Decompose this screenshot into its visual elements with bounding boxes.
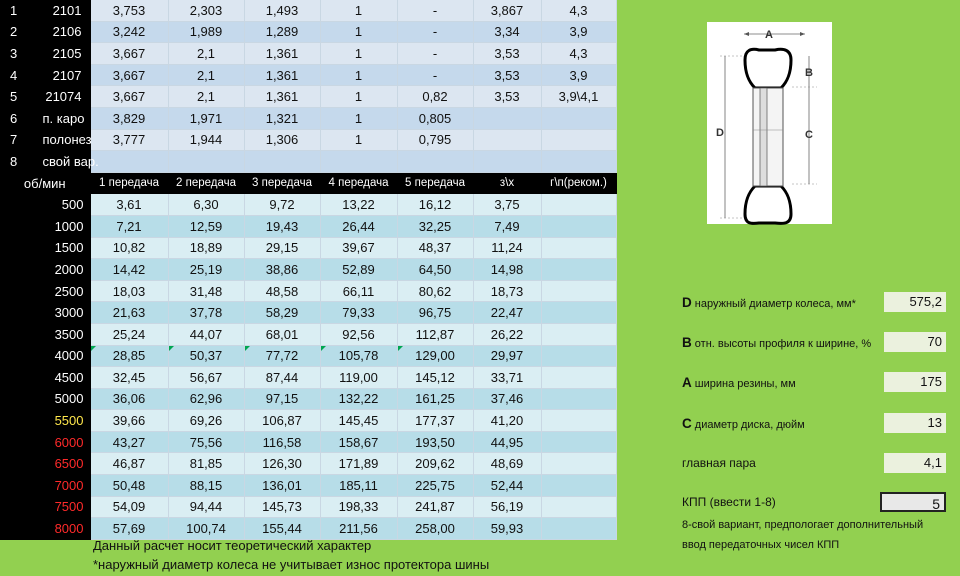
gear-ratio-cell: 1,971 — [168, 107, 244, 129]
car-number: 7 — [0, 129, 34, 151]
speed-cell: 56,19 — [473, 496, 541, 518]
speed-cell: 26,22 — [473, 323, 541, 345]
speed-cell: 59,93 — [473, 518, 541, 540]
recommended-cell — [541, 280, 616, 302]
speed-cell: 21,63 — [90, 302, 168, 324]
speed-cell: 75,56 — [168, 431, 244, 453]
speed-cell: 161,25 — [397, 388, 473, 410]
gear-ratio-cell: 2,1 — [168, 43, 244, 65]
speed-row — [0, 475, 616, 497]
car-row[interactable] — [0, 151, 616, 173]
speed-cell: 37,46 — [473, 388, 541, 410]
speed-cell: 80,62 — [397, 280, 473, 302]
gear-ratio-cell — [541, 107, 616, 129]
rpm-cell: 3000 — [0, 302, 90, 324]
speed-cell: 6,30 — [168, 194, 244, 216]
speed-cell: 26,44 — [320, 215, 397, 237]
speed-cell: 129,00 — [397, 345, 473, 367]
gear-ratio-cell: 0,82 — [397, 86, 473, 108]
gear-ratio-cell — [168, 151, 244, 173]
gear-ratio-cell: 1 — [320, 21, 397, 43]
speed-row — [0, 259, 616, 281]
gear-ratio-cell: - — [397, 64, 473, 86]
speed-cell: 43,27 — [90, 431, 168, 453]
speed-cell: 57,69 — [90, 518, 168, 540]
speed-cell: 69,26 — [168, 410, 244, 432]
profile-ratio-field[interactable]: 70 — [884, 332, 946, 352]
recommended-cell — [541, 518, 616, 540]
gear-ratio-cell: 3,53 — [473, 64, 541, 86]
gear-ratio-cell: 1,361 — [244, 43, 320, 65]
gear-ratio-cell: 1,989 — [168, 21, 244, 43]
recommended-cell — [541, 475, 616, 497]
recommended-cell — [541, 345, 616, 367]
speed-cell: 209,62 — [397, 453, 473, 475]
speed-row — [0, 280, 616, 302]
tire-width-field[interactable]: 175 — [884, 372, 946, 392]
recommended-cell — [541, 215, 616, 237]
speed-cell: 32,25 — [397, 215, 473, 237]
rpm-cell: 2500 — [0, 280, 90, 302]
gear-ratio-cell: 3,242 — [90, 21, 168, 43]
recommended-cell — [541, 259, 616, 281]
rpm-cell: 500 — [0, 194, 90, 216]
speed-row — [0, 323, 616, 345]
speed-cell: 31,48 — [168, 280, 244, 302]
gear-ratio-cell — [541, 129, 616, 151]
gear-ratio-cell — [473, 107, 541, 129]
recommended-cell — [541, 194, 616, 216]
gear-ratio-cell: 3,667 — [90, 86, 168, 108]
recommended-cell — [541, 410, 616, 432]
gear-ratio-cell: 4,3 — [541, 0, 616, 21]
speed-cell: 52,89 — [320, 259, 397, 281]
speed-header-g2: 2 передача — [168, 172, 244, 194]
speed-cell: 39,67 — [320, 237, 397, 259]
label-tire-width: А ширина резины, мм — [682, 375, 796, 390]
gear-ratio-cell: 1,289 — [244, 21, 320, 43]
form-row-main-pair — [682, 453, 946, 473]
speed-cell: 145,73 — [244, 496, 320, 518]
rpm-cell: 6000 — [0, 431, 90, 453]
dim-a-label: A — [765, 29, 773, 41]
speed-cell: 46,87 — [90, 453, 168, 475]
speed-cell: 132,22 — [320, 388, 397, 410]
outer-diameter-field[interactable]: 575,2 — [884, 292, 946, 312]
speed-cell: 68,01 — [244, 323, 320, 345]
gear-ratio-cell: 1 — [320, 129, 397, 151]
gear-ratio-cell: 3,53 — [473, 86, 541, 108]
car-number: 8 — [0, 151, 34, 173]
dim-b-label: B — [805, 67, 813, 79]
recommended-cell — [541, 323, 616, 345]
speed-cell: 66,11 — [320, 280, 397, 302]
speed-cell: 36,06 — [90, 388, 168, 410]
rpm-cell: 1000 — [0, 215, 90, 237]
speed-cell: 96,75 — [397, 302, 473, 324]
speed-cell: 112,87 — [397, 323, 473, 345]
speed-header-row — [0, 172, 616, 194]
speed-cell: 145,12 — [397, 367, 473, 389]
speed-cell: 41,20 — [473, 410, 541, 432]
speed-cell: 37,78 — [168, 302, 244, 324]
car-model: 2101 — [34, 0, 90, 21]
gear-ratio-cell: 3,34 — [473, 21, 541, 43]
speed-cell: 145,45 — [320, 410, 397, 432]
speed-row — [0, 388, 616, 410]
car-row[interactable] — [0, 64, 616, 86]
speed-cell: 155,44 — [244, 518, 320, 540]
speed-cell: 100,74 — [168, 518, 244, 540]
gear-ratio-cell: 1,944 — [168, 129, 244, 151]
gear-ratio-cell: 3,53 — [473, 43, 541, 65]
speed-cell: 19,43 — [244, 215, 320, 237]
car-row[interactable] — [0, 129, 616, 151]
form-row-diameter — [682, 292, 946, 312]
speed-cell: 198,33 — [320, 496, 397, 518]
speed-cell: 13,22 — [320, 194, 397, 216]
speed-cell: 48,69 — [473, 453, 541, 475]
car-model: 2106 — [34, 21, 90, 43]
speed-cell: 81,85 — [168, 453, 244, 475]
car-model: полонез — [34, 129, 90, 151]
speed-cell: 33,71 — [473, 367, 541, 389]
label-outer-diameter: D наружный диаметр колеса, мм* — [682, 295, 856, 310]
speed-cell: 7,49 — [473, 215, 541, 237]
speed-row — [0, 410, 616, 432]
gear-ratio-cell — [473, 151, 541, 173]
speed-row — [0, 194, 616, 216]
rpm-cell: 3500 — [0, 323, 90, 345]
speed-cell: 12,59 — [168, 215, 244, 237]
main-pair-field[interactable]: 4,1 — [884, 453, 946, 473]
gear-ratio-cell: 1 — [320, 43, 397, 65]
footer-note: *наружный диаметр колеса не учитывает износ протектора шины — [93, 557, 490, 572]
speed-cell: 44,07 — [168, 323, 244, 345]
speed-header-g4: 4 передача — [320, 172, 397, 194]
recommended-cell — [541, 302, 616, 324]
gear-ratio-cell: - — [397, 43, 473, 65]
label-kpp: КПП (ввести 1-8) — [682, 495, 776, 509]
gear-ratio-cell: 3,777 — [90, 129, 168, 151]
speed-cell: 18,03 — [90, 280, 168, 302]
note-line-1: 8-свой вариант, предпологает дополнительный — [682, 519, 924, 531]
note-line-2: ввод передаточных чисел КПП — [682, 539, 840, 551]
recommended-cell — [541, 496, 616, 518]
gear-ratio-cell: 2,1 — [168, 64, 244, 86]
gear-ratio-cell — [541, 151, 616, 173]
form-row-width — [682, 372, 946, 392]
car-model: 2105 — [34, 43, 90, 65]
gear-ratio-cell: 3,9 — [541, 21, 616, 43]
rim-diameter-field[interactable]: 13 — [884, 413, 946, 433]
speed-cell: 185,11 — [320, 475, 397, 497]
speed-cell: 18,73 — [473, 280, 541, 302]
speed-cell: 97,15 — [244, 388, 320, 410]
speed-header-g3: 3 передача — [244, 172, 320, 194]
car-row[interactable] — [0, 0, 616, 21]
speed-cell: 92,56 — [320, 323, 397, 345]
recommended-cell — [541, 453, 616, 475]
gear-ratio-cell: 0,805 — [397, 107, 473, 129]
speed-header-rec: г\п(реком.) — [541, 172, 616, 194]
speed-cell: 88,15 — [168, 475, 244, 497]
rpm-cell: 2000 — [0, 259, 90, 281]
rpm-cell: 6500 — [0, 453, 90, 475]
gear-ratio-cell: 3,753 — [90, 0, 168, 21]
label-rim-diameter: С диаметр диска, дюйм — [682, 416, 805, 431]
gear-ratio-cell: 2,303 — [168, 0, 244, 21]
wheel-diagram — [707, 22, 832, 224]
rpm-cell: 7000 — [0, 475, 90, 497]
gear-ratio-cell: 3,867 — [473, 0, 541, 21]
speed-cell: 106,87 — [244, 410, 320, 432]
car-number: 2 — [0, 21, 34, 43]
rpm-cell: 5500 — [0, 410, 90, 432]
speed-cell: 50,48 — [90, 475, 168, 497]
speed-row — [0, 302, 616, 324]
gear-ratio-cell: 2,1 — [168, 86, 244, 108]
speed-row — [0, 367, 616, 389]
label-main-pair: главная пара — [682, 456, 756, 470]
speed-cell: 136,01 — [244, 475, 320, 497]
gear-ratio-cell: 1,361 — [244, 86, 320, 108]
recommended-cell — [541, 388, 616, 410]
speed-cell: 62,96 — [168, 388, 244, 410]
speed-cell: 56,67 — [168, 367, 244, 389]
speed-row — [0, 518, 616, 540]
speed-cell: 18,89 — [168, 237, 244, 259]
speed-cell: 22,47 — [473, 302, 541, 324]
speed-cell: 193,50 — [397, 431, 473, 453]
speed-row — [0, 431, 616, 453]
car-number: 6 — [0, 107, 34, 129]
label-profile-ratio: B отн. высоты профиля к ширине, % — [682, 335, 872, 350]
gear-ratio-cell: 0,795 — [397, 129, 473, 151]
gear-ratio-cell — [320, 151, 397, 173]
speed-cell: 126,30 — [244, 453, 320, 475]
car-model: п. каро — [34, 107, 90, 129]
rpm-cell: 8000 — [0, 518, 90, 540]
speed-header-g1: 1 передача — [90, 172, 168, 194]
speed-cell: 58,29 — [244, 302, 320, 324]
speed-cell: 9,72 — [244, 194, 320, 216]
gear-ratio-cell — [473, 129, 541, 151]
gear-ratio-cell: - — [397, 0, 473, 21]
kpp-input[interactable]: 5 — [880, 492, 946, 512]
car-row[interactable] — [0, 107, 616, 129]
gear-ratio-cell — [90, 151, 168, 173]
gear-ratio-cell: 1 — [320, 0, 397, 21]
speed-cell: 3,75 — [473, 194, 541, 216]
gear-ratio-cell: 3,667 — [90, 64, 168, 86]
speed-cell: 48,37 — [397, 237, 473, 259]
gear-ratio-cell: 1 — [320, 64, 397, 86]
gear-ratio-cell: 1 — [320, 107, 397, 129]
speed-cell: 258,00 — [397, 518, 473, 540]
car-row[interactable] — [0, 86, 616, 108]
speed-cell: 38,86 — [244, 259, 320, 281]
car-model: 21074 — [34, 86, 90, 108]
speed-cell: 14,98 — [473, 259, 541, 281]
form-row-rim — [682, 413, 946, 433]
gear-ratio-cell: 3,667 — [90, 43, 168, 65]
gear-ratio-cell — [244, 151, 320, 173]
gear-ratio-cell: 1,361 — [244, 64, 320, 86]
speed-cell: 32,45 — [90, 367, 168, 389]
speed-cell: 79,33 — [320, 302, 397, 324]
form-row-kpp — [682, 492, 946, 512]
speed-cell: 225,75 — [397, 475, 473, 497]
gear-ratio-cell: - — [397, 21, 473, 43]
speed-cell: 50,37 — [168, 345, 244, 367]
speed-cell: 7,21 — [90, 215, 168, 237]
speed-cell: 39,66 — [90, 410, 168, 432]
car-number: 5 — [0, 86, 34, 108]
car-number: 1 — [0, 0, 34, 21]
gear-ratio-cell — [397, 151, 473, 173]
recommended-cell — [541, 367, 616, 389]
form-row-profile — [682, 332, 946, 352]
speed-cell: 77,72 — [244, 345, 320, 367]
recommended-cell — [541, 431, 616, 453]
speed-header-rev: з\х — [473, 172, 541, 194]
speed-cell: 29,15 — [244, 237, 320, 259]
speed-row — [0, 496, 616, 518]
speed-row — [0, 237, 616, 259]
speed-cell: 16,12 — [397, 194, 473, 216]
speed-cell: 14,42 — [90, 259, 168, 281]
speed-header-g5: 5 передача — [397, 172, 473, 194]
car-row[interactable] — [0, 43, 616, 65]
gear-ratio-cell: 3,9 — [541, 64, 616, 86]
speed-cell: 52,44 — [473, 475, 541, 497]
gear-ratio-cell: 1,493 — [244, 0, 320, 21]
footer-disclaimer: Данный расчет носит теоретический характер — [93, 538, 372, 553]
car-number: 4 — [0, 64, 34, 86]
speed-cell: 25,24 — [90, 323, 168, 345]
speed-cell: 241,87 — [397, 496, 473, 518]
speed-cell: 48,58 — [244, 280, 320, 302]
car-number: 3 — [0, 43, 34, 65]
speed-header-rpm: об/мин — [0, 172, 90, 194]
speed-cell: 10,82 — [90, 237, 168, 259]
car-model: 2107 — [34, 64, 90, 86]
gear-ratio-cell: 3,9\4,1 — [541, 86, 616, 108]
gear-ratio-cell: 1 — [320, 86, 397, 108]
speed-cell: 28,85 — [90, 345, 168, 367]
gear-ratio-cell: 1,306 — [244, 129, 320, 151]
recommended-cell — [541, 237, 616, 259]
car-model: свой вар. — [34, 151, 90, 173]
speed-cell: 25,19 — [168, 259, 244, 281]
rpm-cell: 1500 — [0, 237, 90, 259]
speed-row — [0, 453, 616, 475]
gear-ratio-cell: 4,3 — [541, 43, 616, 65]
speed-cell: 171,89 — [320, 453, 397, 475]
speed-cell: 44,95 — [473, 431, 541, 453]
car-row[interactable] — [0, 21, 616, 43]
speed-cell: 29,97 — [473, 345, 541, 367]
rpm-cell: 4000 — [0, 345, 90, 367]
speed-cell: 87,44 — [244, 367, 320, 389]
speed-cell: 211,56 — [320, 518, 397, 540]
speed-cell: 3,61 — [90, 194, 168, 216]
speed-cell: 94,44 — [168, 496, 244, 518]
gear-ratio-cell: 1,321 — [244, 107, 320, 129]
dim-d-label: D — [716, 127, 724, 139]
speed-cell: 11,24 — [473, 237, 541, 259]
rpm-cell: 7500 — [0, 496, 90, 518]
speed-cell: 105,78 — [320, 345, 397, 367]
rpm-cell: 5000 — [0, 388, 90, 410]
gear-ratio-cell: 3,829 — [90, 107, 168, 129]
dim-c-label: C — [805, 129, 813, 141]
speed-cell: 64,50 — [397, 259, 473, 281]
speed-cell: 158,67 — [320, 431, 397, 453]
speed-cell: 54,09 — [90, 496, 168, 518]
speed-cell: 119,00 — [320, 367, 397, 389]
speed-cell: 177,37 — [397, 410, 473, 432]
speed-row — [0, 345, 616, 367]
speed-row — [0, 215, 616, 237]
rpm-cell: 4500 — [0, 367, 90, 389]
speed-cell: 116,58 — [244, 431, 320, 453]
